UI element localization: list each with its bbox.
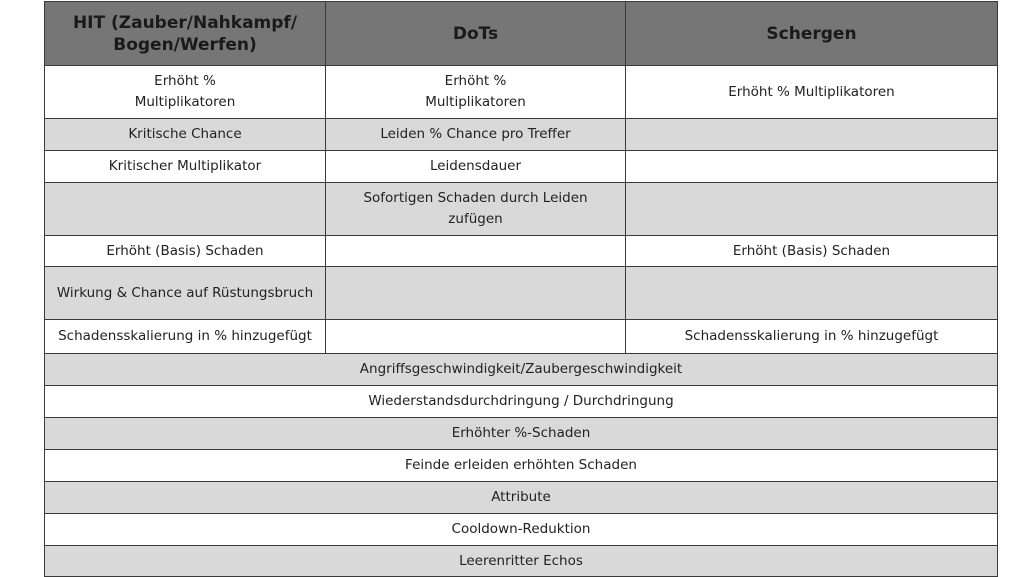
cell-text: Erhöht % Multiplikatoren: [425, 73, 526, 110]
table-row: [45, 236, 998, 267]
table-cell: Attribute: [45, 482, 998, 514]
table-cell: Erhöht (Basis) Schaden: [45, 236, 326, 267]
table-cell: [626, 119, 998, 151]
table-row-shared: [45, 514, 998, 546]
header-schergen: Schergen: [626, 2, 998, 66]
table-row: [45, 320, 998, 354]
table-row: [45, 66, 998, 119]
table-cell: Kritischer Multiplikator: [45, 151, 326, 183]
table-cell: Schadensskalierung in % hinzugefügt: [45, 320, 326, 354]
table-cell: Erhöhter %-Schaden: [45, 418, 998, 450]
header-hit: HIT (Zauber/Nahkampf/ Bogen/Werfen): [45, 2, 326, 66]
table-row-shared: [45, 418, 998, 450]
table-cell: Kritische Chance: [45, 119, 326, 151]
cell-text: Sofortigen Schaden durch Leiden zufügen: [363, 190, 588, 227]
table-cell: Erhöht % Multiplikatoren: [626, 66, 998, 119]
table-cell: Feinde erleiden erhöhten Schaden: [45, 450, 998, 482]
header-dots: DoTs: [326, 2, 626, 66]
table-cell: Leiden % Chance pro Treffer: [326, 119, 626, 151]
table-cell: [45, 66, 326, 119]
table-cell: Schadensskalierung in % hinzugefügt: [626, 320, 998, 354]
table-cell: Wirkung & Chance auf Rüstungsbruch: [45, 267, 326, 320]
table-cell: [326, 66, 626, 119]
table-cell: [326, 236, 626, 267]
table-cell: [626, 183, 998, 236]
table-cell: [626, 267, 998, 320]
table-cell: [326, 320, 626, 354]
table-row-shared: [45, 450, 998, 482]
table-cell: Angriffsgeschwindigkeit/Zaubergeschwindigkeit: [45, 354, 998, 386]
table-row: [45, 151, 998, 183]
table-cell: [626, 151, 998, 183]
table-cell: Leidensdauer: [326, 151, 626, 183]
table-row: [45, 267, 998, 320]
table-row-shared: [45, 354, 998, 386]
cell-text: Erhöht % Multiplikatoren: [134, 73, 236, 110]
comparison-table: [44, 1, 998, 577]
table-cell: Leerenritter Echos: [45, 546, 998, 577]
table-cell: Wiederstandsdurchdringung / Durchdringung: [45, 386, 998, 418]
header-row: [45, 2, 998, 66]
table-row: [45, 119, 998, 151]
table-cell: [326, 183, 626, 236]
table-row: [45, 183, 998, 236]
table-cell: Cooldown-Reduktion: [45, 514, 998, 546]
table-cell: [45, 183, 326, 236]
table-row-shared: [45, 546, 998, 577]
table-row-shared: [45, 386, 998, 418]
table-cell: Erhöht (Basis) Schaden: [626, 236, 998, 267]
table-row-shared: [45, 482, 998, 514]
table-cell: [326, 267, 626, 320]
